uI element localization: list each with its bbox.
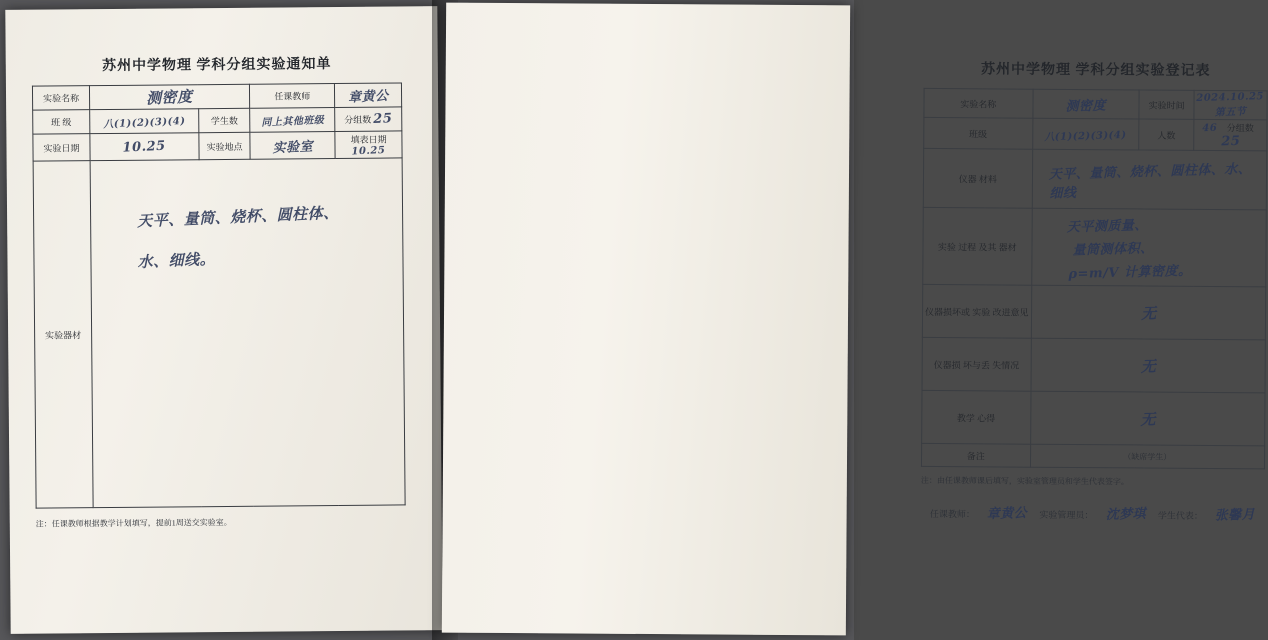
handwriting-head-count: 46 — [1202, 122, 1218, 135]
field-label-experiment-name: 实验名称 — [32, 86, 89, 110]
field-value-procedure — [1031, 208, 1266, 287]
right-form-table — [921, 88, 1268, 469]
handwriting-reflection: 无 — [1139, 409, 1156, 429]
field-label-head-count: 人数 — [1139, 119, 1195, 150]
field-fill-date-cell — [335, 131, 402, 159]
table-row — [922, 390, 1265, 445]
field-label-experiment-name: 实验名称 — [924, 88, 1033, 118]
handwriting-group-count: 25 — [373, 111, 393, 128]
field-label-teacher: 任课教师 — [250, 84, 335, 109]
table-row — [922, 337, 1265, 392]
signature-row — [921, 502, 1265, 523]
table-row — [33, 131, 402, 161]
handwriting-experiment-name: 测密度 — [146, 87, 194, 108]
left-form-table — [32, 82, 406, 508]
table-row — [33, 158, 405, 508]
field-value-remark — [1030, 444, 1265, 469]
handwriting-class: 八(1)(2)(3)(4) — [1044, 129, 1127, 143]
field-value-damage — [1031, 338, 1266, 393]
field-label-procedure: 实验 过程 及其 器材 — [923, 207, 1032, 285]
field-value-experiment-name — [1032, 89, 1139, 119]
remark-hint: （缺席学生） — [1123, 451, 1172, 462]
field-value-experiment-name — [89, 84, 249, 109]
left-form-title: 苏州中学物理 学科分组实验通知单 — [101, 57, 332, 75]
handwriting-experiment-name: 测密度 — [1065, 98, 1107, 115]
handwriting-materials-line-1: 天平、量筒、烧杯、圆柱体、 — [136, 203, 339, 231]
handwriting-group-count: 25 — [1220, 133, 1241, 150]
field-label-damage: 仪器损 坏与丢 失情况 — [922, 337, 1031, 391]
field-value-class — [90, 109, 199, 134]
field-label-student-count: 学生数 — [199, 108, 250, 132]
field-value-materials — [90, 158, 405, 508]
field-label-location: 实验地点 — [199, 132, 250, 159]
handwriting-apparatus: 天平、量筒、烧杯、圆柱体、水、细线 — [1048, 161, 1251, 202]
left-form — [32, 52, 406, 529]
field-value-apparatus — [1032, 149, 1267, 210]
field-label-group-count: 分组数 — [344, 114, 372, 125]
signature-value-teacher: 章黄公 — [986, 505, 1028, 523]
handwriting-fill-date: 10.25 — [351, 144, 386, 158]
signature-value-manager: 沈梦琪 — [1105, 506, 1147, 523]
left-form-footnote: 注：任课教师根据教学计划填写，提前1周送交实验室。 — [35, 517, 232, 529]
handwriting-class: 八(1)(2)(3)(4) — [103, 115, 186, 131]
signature-label-manager: 实验管理员： — [1039, 509, 1094, 521]
field-value-teacher — [335, 83, 402, 108]
table-row — [922, 284, 1265, 339]
handwriting-procedure-line-3: ρ=m/V 计算密度。 — [1067, 263, 1192, 282]
handwriting-damage: 无 — [1139, 356, 1156, 376]
right-paper-sheet — [442, 3, 1265, 636]
field-head-count-and-groups — [1194, 119, 1267, 151]
field-label-materials: 实验器材 — [33, 161, 93, 508]
field-label-experiment-time: 实验时间 — [1139, 90, 1195, 119]
field-value-experiment-time — [1194, 90, 1267, 120]
field-value-reflection — [1030, 391, 1265, 446]
handwriting-experiment-time: 2024.10.25 第五节 — [1196, 91, 1265, 119]
field-value-experiment-date — [90, 133, 199, 161]
field-label-class: 班 级 — [33, 110, 90, 134]
field-label-group-count: 分组数 — [1226, 123, 1254, 134]
field-label-fill-date: 填表日期 — [350, 134, 387, 145]
field-group-count-cell — [335, 107, 402, 132]
table-row — [33, 107, 402, 134]
left-paper-sheet — [5, 6, 442, 634]
table-row — [921, 443, 1264, 468]
handwriting-improvement: 无 — [1140, 303, 1157, 323]
field-value-improvement — [1031, 285, 1266, 340]
table-row — [924, 88, 1267, 119]
table-row — [923, 148, 1266, 209]
signature-value-student: 张馨月 — [1214, 507, 1256, 524]
field-label-remark: 备注 — [921, 443, 1030, 467]
right-form-footnote: 注：由任课教师课后填写，实验室管理员和学生代表签字。 — [920, 475, 1129, 487]
field-value-student-count — [250, 108, 335, 133]
handwriting-student-count: 同上其他班级 — [260, 115, 325, 129]
field-label-apparatus: 仪器 材料 — [923, 148, 1032, 208]
field-label-improvement: 仪器损坏或 实验 改进意见 — [922, 284, 1031, 338]
signature-label-teacher: 任课教师： — [929, 508, 975, 520]
handwriting-procedure-line-1: 天平测质量、 — [1066, 217, 1148, 235]
right-form — [921, 58, 1268, 523]
field-label-experiment-date: 实验日期 — [33, 134, 90, 161]
table-row — [923, 207, 1267, 286]
right-form-title: 苏州中学物理 学科分组实验登记表 — [980, 62, 1211, 79]
handwriting-teacher: 章黄公 — [347, 88, 389, 106]
field-value-class — [1032, 118, 1139, 150]
handwriting-procedure-line-2: 量筒测体积、 — [1071, 240, 1154, 258]
handwriting-experiment-date: 10.25 — [122, 138, 167, 156]
field-label-reflection: 教学 心得 — [922, 390, 1031, 444]
table-row — [924, 117, 1267, 150]
handwriting-materials-line-2: 水、细线。 — [137, 249, 216, 272]
field-label-class: 班级 — [924, 117, 1033, 149]
signature-label-student: 学生代表： — [1157, 510, 1203, 521]
field-value-location — [250, 132, 335, 160]
table-row — [32, 83, 401, 110]
handwriting-location: 实验室 — [272, 139, 314, 156]
